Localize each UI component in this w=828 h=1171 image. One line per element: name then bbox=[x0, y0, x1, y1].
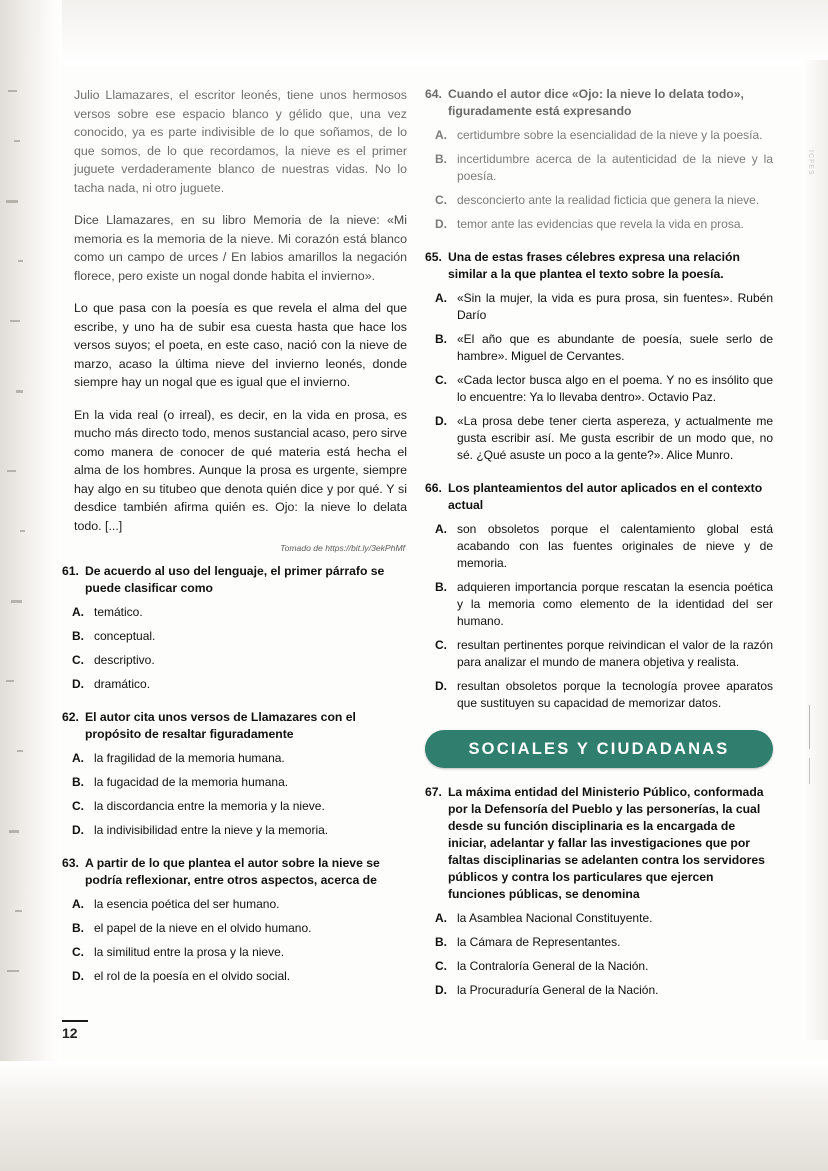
question-61-number: 61. bbox=[62, 564, 79, 578]
option-66-b-letter: B. bbox=[435, 580, 447, 594]
passage-source: Tomado de https://bit.ly/3ekPhMf bbox=[280, 543, 405, 553]
option-67-b[interactable] bbox=[425, 934, 773, 951]
option-65-a-text: «Sin la mujer, la vida es pura prosa, sin fuentes». Rubén Darío bbox=[457, 291, 773, 322]
passage-paragraph-4: En la vida real (o irreal), es decir, en la vida en prosa, es mucho más directo todo, menos sustancial acaso, pero sirve como manera de conocer de qué materia está hecha el alma de los hombres. Aunque la prosa es urgente, siempre hay algo en su titubeo que denota quién dice y por qué. Y si desdice también afirma quién es. Ojo: la nieve lo delata todo. [...] bbox=[74, 407, 407, 533]
option-67-a[interactable] bbox=[425, 910, 773, 927]
option-66-c[interactable] bbox=[425, 637, 773, 671]
option-63-d-letter: D. bbox=[72, 969, 84, 983]
option-66-b-text: adquieren importancia porque rescatan la esencia poética y la memoria como elemento de la identidad del ser humano. bbox=[457, 580, 773, 628]
question-66-options bbox=[425, 521, 773, 712]
question-63-number: 63. bbox=[62, 856, 79, 870]
option-61-a-letter: A. bbox=[72, 605, 84, 619]
option-62-d-text: la indivisibilidad entre la nieve y la memoria. bbox=[94, 823, 329, 837]
passage-paragraph-3: Lo que pasa con la poesía es que revela el alma del que escribe, y uno ha de subir esa cuesta hasta que hace los versos suyos; el poeta, en este caso, nació con la nieve de marzo, acaso la última nieve del invierno leonés, donde siempre hay un nogal que es igual que el invierno. bbox=[74, 301, 407, 389]
option-66-a-letter: A. bbox=[435, 522, 447, 536]
option-67-d[interactable] bbox=[425, 982, 773, 999]
question-65-stem: Una de estas frases célebres expresa una relación similar a la que plantea el texto sobre la poesía. bbox=[447, 250, 740, 281]
passage-paragraph-1: Julio Llamazares, el escritor leonés, tiene unos hermosos versos sobre ese espacio blanco y gélido que, una vez conocido, ya es parte indivisible de lo que soñamos, de lo que somos, de lo que recordamos, la nieve es el primer juguete verdaderamente blanco de nuestras vidas. No lo tacha nada, ni otro juguete. bbox=[74, 88, 407, 195]
option-67-c-text: la Contraloría General de la Nación. bbox=[457, 959, 649, 973]
option-63-a[interactable] bbox=[62, 896, 407, 913]
question-67-options bbox=[425, 910, 773, 999]
option-67-c-letter: C. bbox=[435, 959, 447, 973]
option-63-d-text: el rol de la poesía en el olvido social. bbox=[94, 969, 291, 983]
option-65-c-letter: C. bbox=[435, 373, 447, 387]
page-edge-line-1 bbox=[809, 705, 810, 749]
question-64-number: 64. bbox=[425, 87, 442, 101]
option-62-b[interactable] bbox=[62, 774, 407, 791]
option-64-c-text: desconcierto ante la realidad ficticia que genera la nieve. bbox=[457, 193, 760, 207]
option-65-d[interactable] bbox=[425, 413, 773, 464]
option-64-a[interactable] bbox=[425, 127, 773, 144]
question-61 bbox=[62, 563, 407, 597]
option-63-a-letter: A. bbox=[72, 897, 84, 911]
option-62-d-letter: D. bbox=[72, 823, 84, 837]
option-61-c-letter: C. bbox=[72, 653, 84, 667]
option-65-a-letter: A. bbox=[435, 291, 447, 305]
question-64-stem: Cuando el autor dice «Ojo: la nieve lo delata todo», figuradamente está expresando bbox=[447, 87, 744, 118]
option-61-d-text: dramático. bbox=[94, 677, 151, 691]
option-61-a-text: temático. bbox=[94, 605, 143, 619]
question-63-options bbox=[62, 896, 407, 985]
question-67 bbox=[425, 784, 773, 903]
option-63-b-text: el papel de la nieve en el olvido humano. bbox=[94, 921, 312, 935]
option-64-c-letter: C. bbox=[435, 193, 447, 207]
page-edge-line-2 bbox=[809, 758, 810, 784]
question-64 bbox=[425, 86, 773, 120]
option-62-c-text: la discordancia entre la memoria y la nieve. bbox=[94, 799, 325, 813]
option-64-b[interactable] bbox=[425, 151, 773, 185]
option-63-a-text: la esencia poética del ser humano. bbox=[94, 897, 280, 911]
question-67-number: 67. bbox=[425, 785, 442, 799]
question-62-options bbox=[62, 750, 407, 839]
question-65-number: 65. bbox=[425, 250, 442, 264]
option-65-a[interactable] bbox=[425, 290, 773, 324]
option-62-a-text: la fragilidad de la memoria humana. bbox=[94, 751, 285, 765]
option-67-a-text: la Asamblea Nacional Constituyente. bbox=[457, 911, 653, 925]
question-61-stem: De acuerdo al uso del lenguaje, el primer párrafo se puede clasificar como bbox=[84, 564, 385, 595]
question-65-options bbox=[425, 290, 773, 464]
question-61-options bbox=[62, 604, 407, 693]
right-column bbox=[425, 86, 773, 1015]
passage-paragraph-2: Dice Llamazares, en su libro Memoria de la nieve: «Mi memoria es la memoria de la nieve. Mi corazón está blanco como un campo de urces / En labios amarillos la negación florece, pero existe un nogal donde habita el invierno». bbox=[74, 213, 407, 283]
question-64-options bbox=[425, 127, 773, 233]
option-66-b[interactable] bbox=[425, 579, 773, 630]
option-61-b[interactable] bbox=[62, 628, 407, 645]
option-61-d[interactable] bbox=[62, 676, 407, 693]
option-61-b-letter: B. bbox=[72, 629, 84, 643]
option-65-c-text: «Cada lector busca algo en el poema. Y no es insólito que lo encuentre: Ya lo llevaba dentro». Octavio Paz. bbox=[457, 373, 773, 404]
option-61-c[interactable] bbox=[62, 652, 407, 669]
left-column bbox=[62, 86, 407, 1001]
option-66-c-text: resultan pertinentes porque reivindican el valor de la razón para analizar el mundo de manera objetiva y realista. bbox=[457, 638, 773, 669]
option-62-b-text: la fugacidad de la memoria humana. bbox=[94, 775, 289, 789]
option-66-a[interactable] bbox=[425, 521, 773, 572]
question-66 bbox=[425, 480, 773, 514]
option-64-a-text: certidumbre sobre la esencialidad de la nieve y la poesía. bbox=[457, 128, 763, 142]
option-64-c[interactable] bbox=[425, 192, 773, 209]
option-65-c[interactable] bbox=[425, 372, 773, 406]
option-66-a-text: son obsoletos porque el calentamiento global está acabando con las fuentes originales de nieve y de memoria. bbox=[457, 522, 773, 570]
option-64-d-letter: D. bbox=[435, 217, 447, 231]
option-67-b-text: la Cámara de Representantes. bbox=[457, 935, 621, 949]
option-66-d[interactable] bbox=[425, 678, 773, 712]
option-62-a-letter: A. bbox=[72, 751, 84, 765]
option-63-c-text: la similitud entre la prosa y la nieve. bbox=[94, 945, 285, 959]
option-62-b-letter: B. bbox=[72, 775, 84, 789]
question-62-number: 62. bbox=[62, 710, 79, 724]
question-65 bbox=[425, 249, 773, 283]
option-67-c[interactable] bbox=[425, 958, 773, 975]
option-63-c-letter: C. bbox=[72, 945, 84, 959]
question-63 bbox=[62, 855, 407, 889]
option-65-b[interactable] bbox=[425, 331, 773, 365]
option-63-b[interactable] bbox=[62, 920, 407, 937]
option-64-d-text: temor ante las evidencias que revela la vida en prosa. bbox=[457, 217, 744, 231]
option-65-b-letter: B. bbox=[435, 332, 447, 346]
option-65-d-text: «La prosa debe tener cierta aspereza, y actualmente me gusta escribir así. Me gusta escribir de un modo que, no sé. ¿Qué asuste un poco a la gente?». Alice Munro. bbox=[457, 414, 773, 462]
option-63-c[interactable] bbox=[62, 944, 407, 961]
option-63-d[interactable] bbox=[62, 968, 407, 985]
option-66-d-text: resultan obsoletos porque la tecnología provee aparatos que sustituyen su capacidad de memorizar datos. bbox=[457, 679, 773, 710]
option-61-c-text: descriptivo. bbox=[94, 653, 155, 667]
section-banner-sociales-y-ciudadanas: SOCIALES Y CIUDADANAS bbox=[425, 730, 773, 768]
option-65-b-text: «El año que es abundante de poesía, suele serlo de hambre». Miguel de Cervantes. bbox=[457, 332, 773, 363]
page-number: 12 bbox=[62, 1020, 88, 1041]
option-64-b-letter: B. bbox=[435, 152, 447, 166]
question-66-number: 66. bbox=[425, 481, 442, 495]
option-63-b-letter: B. bbox=[72, 921, 84, 935]
question-67-stem: La máxima entidad del Ministerio Público, conformada por la Defensoría del Pueblo y las personerías, la cual desde su función disciplinaria es la encargada de iniciar, adelantar y fallar las investigaciones que por faltas disciplinarias se adelanten contra los servidores públicos y contra los particulares que ejercen funciones públicas, se denomina bbox=[447, 785, 765, 901]
option-61-d-letter: D. bbox=[72, 677, 84, 691]
option-62-d[interactable] bbox=[62, 822, 407, 839]
question-66-stem: Los planteamientos del autor aplicados en el contexto actual bbox=[447, 481, 763, 512]
option-61-a[interactable] bbox=[62, 604, 407, 621]
question-62-stem: El autor cita unos versos de Llamazares con el propósito de resaltar figuradamente bbox=[84, 710, 356, 741]
option-62-c[interactable] bbox=[62, 798, 407, 815]
question-62 bbox=[62, 709, 407, 743]
option-65-d-letter: D. bbox=[435, 414, 447, 428]
option-62-c-letter: C. bbox=[72, 799, 84, 813]
question-63-stem: A partir de lo que plantea el autor sobre la nieve se podría reflexionar, entre otros aspectos, acerca de bbox=[84, 856, 380, 887]
option-67-a-letter: A. bbox=[435, 911, 447, 925]
option-67-b-letter: B. bbox=[435, 935, 447, 949]
option-64-d[interactable] bbox=[425, 216, 773, 233]
page-side-mark: ICFES bbox=[807, 150, 814, 176]
option-67-d-letter: D. bbox=[435, 983, 447, 997]
option-66-d-letter: D. bbox=[435, 679, 447, 693]
option-61-b-text: conceptual. bbox=[94, 629, 156, 643]
option-64-b-text: incertidumbre acerca de la autenticidad de la nieve y la poesía. bbox=[457, 152, 773, 183]
option-67-d-text: la Procuraduría General de la Nación. bbox=[457, 983, 659, 997]
option-62-a[interactable] bbox=[62, 750, 407, 767]
option-66-c-letter: C. bbox=[435, 638, 447, 652]
option-64-a-letter: A. bbox=[435, 128, 447, 142]
